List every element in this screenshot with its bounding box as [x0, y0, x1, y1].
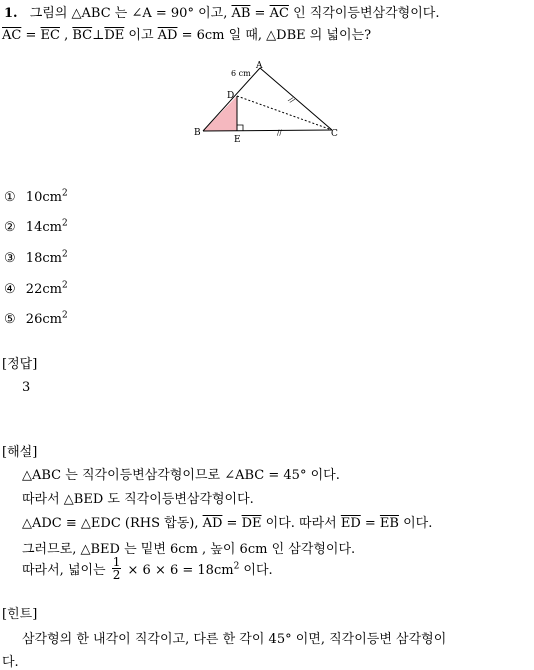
segment-dc — [237, 96, 332, 130]
fraction-one-half: $\frac{1}{2}$ — [112, 555, 121, 582]
solution-line-5: 따라서, 넓이는 $\frac{1}{2}$ × $6 \times 6 = 18cm^2$ 이다. — [22, 555, 273, 582]
label-b: B — [194, 128, 201, 138]
right-angle-mark — [237, 125, 243, 131]
length-label: 6 cm — [231, 69, 251, 78]
choice-2[interactable]: ② $14cm^2$ — [4, 218, 68, 235]
solution-line-4: 그러므로, △BED 는 밑변 6cm , 높이 6cm 인 삼각형이다. — [22, 542, 356, 557]
solution-line-3: △ADC ≡ △EDC (RHS 합동), $\overline{AD} = \overline{DE}$ 이다. 따라서 $\overline{ED} = \overline{EB}$ 이다. — [22, 516, 433, 531]
hint-line-1: 삼각형의 한 내각이 직각이고, 다른 한 각이 45° 이면, 직각이등변 삼각형이 — [22, 632, 447, 647]
choice-5[interactable]: ⑤ $26cm^2$ — [4, 310, 68, 327]
triangle-figure — [190, 58, 350, 150]
label-e: E — [234, 135, 241, 145]
hint-heading: [힌트] — [2, 607, 38, 622]
side-ac — [260, 68, 332, 130]
choice-3[interactable]: ③ $18cm^2$ — [4, 249, 68, 266]
label-c: C — [331, 129, 338, 139]
label-a: A — [256, 61, 263, 71]
choice-1[interactable]: ① $10cm^2$ — [4, 188, 68, 205]
problem-line-1: 1. 그림의 △ABC 는 ∠A = 90° 이고, $\overline{AB} = \overline{AC}$ 인 직각이등변삼각형이다. — [4, 6, 440, 21]
answer-value: 3 — [22, 380, 31, 395]
problem-number: 1. — [4, 6, 18, 21]
tick-mark-ec: // — [277, 129, 282, 137]
solution-line-2: 따라서 △BED 도 직각이등변삼각형이다. — [22, 492, 254, 507]
label-d: D — [227, 91, 235, 101]
choice-4[interactable]: ④ $22cm^2$ — [4, 280, 68, 297]
solution-heading: [해설] — [2, 445, 38, 460]
problem-line-2: $\overline{AC} = \overline{EC}$ , $\overline{BC}\perp\overline{DE}$ 이고 $\overline{AD} = 6cm$ 일 때, △DBE 의 넓이는? — [2, 28, 372, 43]
hint-line-2: 다. — [2, 655, 19, 670]
tick-mark-ac: // — [286, 95, 296, 105]
solution-line-1: △ABC 는 직각이등변삼각형이므로 ∠ABC = 45° 이다. — [22, 468, 340, 483]
answer-heading: [정답] — [2, 357, 38, 372]
